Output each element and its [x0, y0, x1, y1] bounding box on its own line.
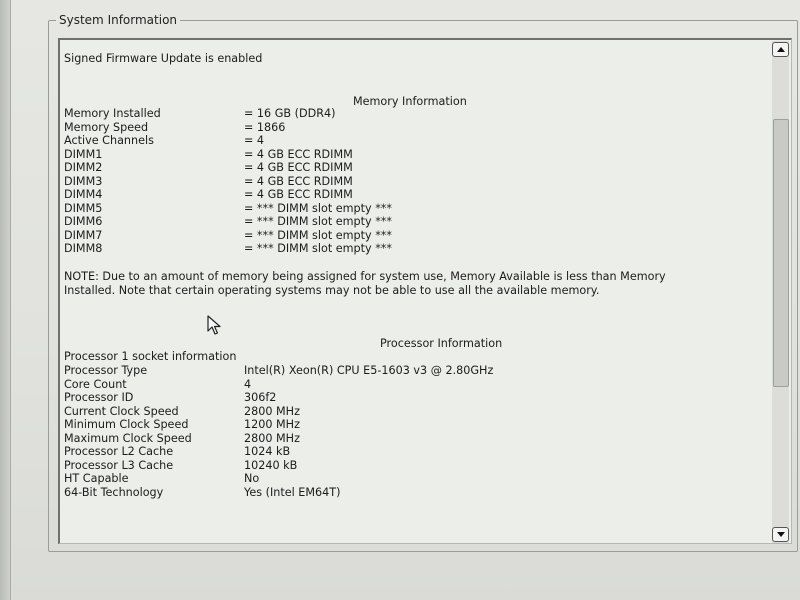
- info-value: 2800 MHz: [244, 431, 300, 445]
- information-panel: [58, 38, 792, 544]
- info-value: 1200 MHz: [244, 418, 300, 431]
- memory-section-title: Memory Information: [353, 95, 467, 108]
- info-label: Core Count: [64, 377, 127, 391]
- info-label: DIMM8: [64, 242, 103, 255]
- info-label: HT Capable: [64, 472, 129, 485]
- info-value: = 4 GB ECC RDIMM: [244, 174, 353, 188]
- info-value: = 4 GB ECC RDIMM: [244, 161, 353, 174]
- info-value: = *** DIMM slot empty ***: [244, 215, 392, 228]
- scroll-down-icon[interactable]: [772, 527, 789, 542]
- scrollbar-thumb[interactable]: [773, 119, 789, 387]
- info-value: = *** DIMM slot empty ***: [244, 228, 392, 242]
- info-label: DIMM3: [64, 174, 103, 188]
- info-label: Processor L3 Cache: [64, 458, 174, 472]
- processor-socket-heading: Processor 1 socket information: [64, 350, 237, 363]
- memory-note: NOTE: Due to an amount of memory being assigned for system use, Memory Available is less than Memory Installed. Note that certain operating systems may not be able to use all the available memory.: [64, 270, 666, 297]
- info-label: Memory Installed: [64, 107, 161, 120]
- info-label: DIMM5: [64, 201, 103, 215]
- info-value: 4: [244, 377, 252, 391]
- info-value: Intel(R) Xeon(R) CPU E5-1603 v3 @ 2.80GHz: [244, 364, 494, 377]
- info-value: = 1866: [244, 120, 286, 134]
- info-value: 2800 MHz: [244, 404, 300, 418]
- info-value: = *** DIMM slot empty ***: [244, 201, 392, 215]
- info-value: = 16 GB (DDR4): [244, 107, 336, 120]
- group-title: System Information: [56, 12, 180, 28]
- info-label: DIMM4: [64, 188, 103, 201]
- info-label: Minimum Clock Speed: [64, 418, 189, 431]
- info-label: Active Channels: [64, 134, 154, 147]
- info-label: Processor Type: [64, 364, 148, 377]
- info-label: DIMM1: [64, 147, 103, 161]
- left-frame-edge: [0, 0, 11, 600]
- info-label: Current Clock Speed: [64, 404, 179, 418]
- info-value: 10240 kB: [244, 458, 298, 472]
- info-value: 1024 kB: [244, 445, 291, 458]
- info-value: No: [244, 472, 260, 485]
- scroll-up-icon[interactable]: [772, 42, 789, 57]
- info-label: Maximum Clock Speed: [64, 431, 192, 445]
- info-label: DIMM6: [64, 215, 103, 228]
- info-value: = 4 GB ECC RDIMM: [244, 188, 353, 201]
- info-value: 306f2: [244, 391, 277, 404]
- info-value: = *** DIMM slot empty ***: [244, 242, 392, 255]
- info-value: Yes (Intel EM64T): [244, 485, 341, 499]
- firmware-status: Signed Firmware Update is enabled: [64, 52, 263, 65]
- info-value: = 4 GB ECC RDIMM: [244, 147, 353, 161]
- mouse-pointer-icon: [207, 315, 223, 335]
- info-label: Processor L2 Cache: [64, 445, 174, 458]
- info-label: Memory Speed: [64, 120, 149, 134]
- info-label: DIMM2: [64, 161, 103, 174]
- info-label: Processor ID: [64, 391, 134, 404]
- info-label: DIMM7: [64, 228, 103, 242]
- vertical-scrollbar[interactable]: [772, 41, 789, 543]
- information-content: [64, 40, 770, 544]
- info-value: = 4: [244, 134, 265, 147]
- processor-section-title: Processor Information: [380, 337, 503, 350]
- info-label: 64-Bit Technology: [64, 485, 164, 499]
